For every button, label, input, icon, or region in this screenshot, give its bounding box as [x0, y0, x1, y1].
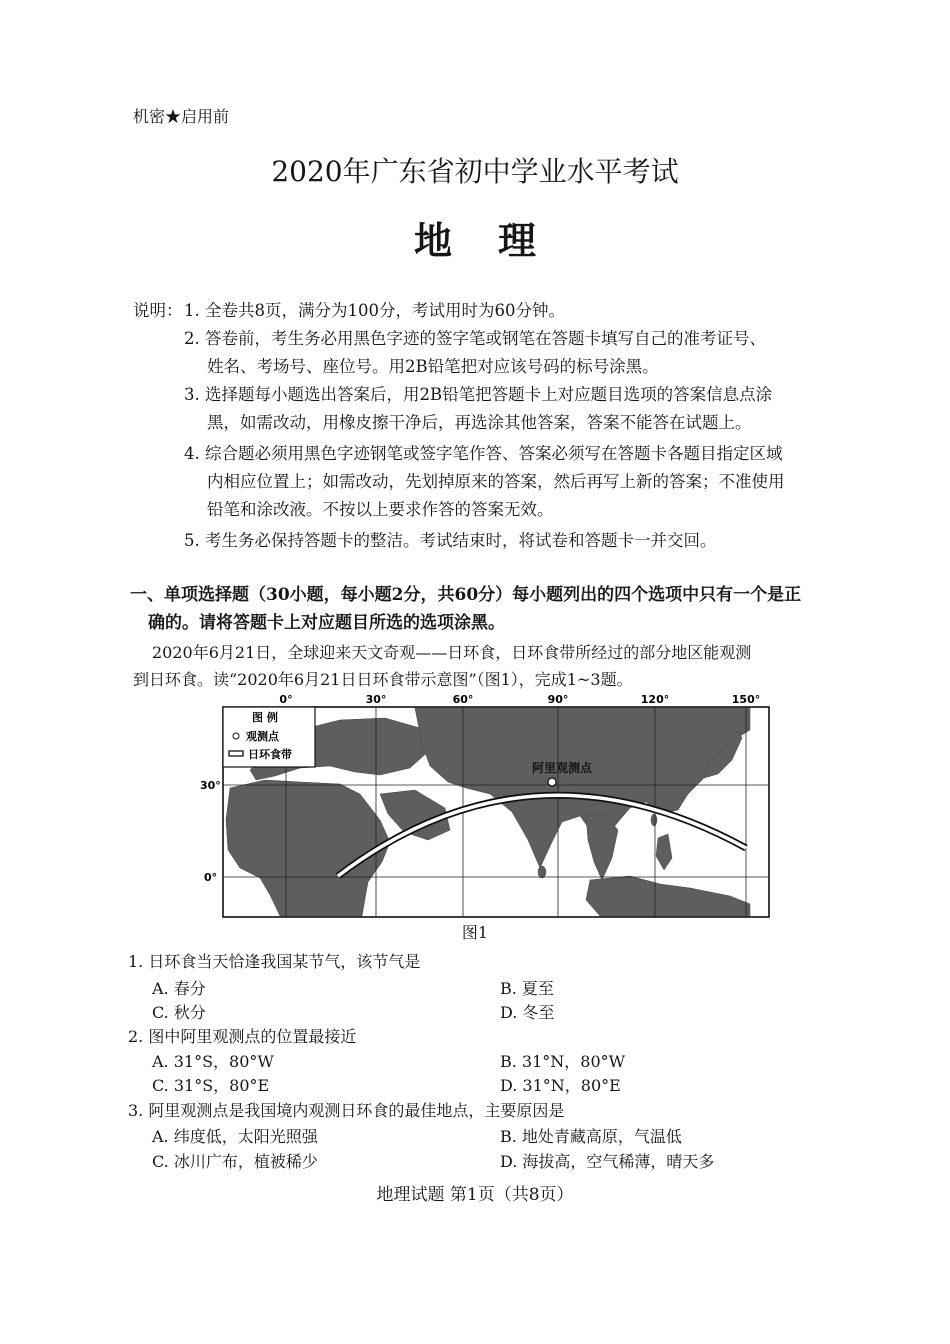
option-d: D. 冬至	[500, 1003, 555, 1022]
instruction-item: 3. 选择题每小题选出答案后，用2B铅笔把答题卡上对应题目选项的答案信息点涂	[184, 385, 773, 404]
exam-title: 2020年广东省初中学业水平考试	[271, 155, 679, 188]
lon-label: 90°	[547, 693, 569, 706]
option-b: B. 地处青藏高原，气温低	[500, 1127, 682, 1146]
instruction-item: 铅笔和涂改液。不按以上要求作答的答案无效。	[207, 500, 554, 519]
section-heading: 一、单项选择题（30小题，每小题2分，共60分）每小题列出的四个选项中只有一个是正	[130, 585, 802, 605]
subject-title: 地理	[413, 218, 582, 263]
instruction-item: 4. 综合题必须用黑色字迹钢笔或签字笔作答、答案必须写在答题卡各题目指定区域	[184, 444, 783, 463]
option-d: D. 31°N，80°E	[500, 1076, 621, 1095]
lon-label: 0°	[279, 693, 293, 706]
option-c: C. 秋分	[152, 1003, 206, 1022]
page-footer: 地理试题 第1页（共8页）	[376, 1185, 574, 1205]
option-a: A. 春分	[152, 979, 206, 998]
figure-caption: 图1	[461, 923, 489, 942]
instruction-item: 2. 答卷前，考生务必用黑色字迹的签字笔或钢笔在答题卡填写自己的准考证号、	[184, 329, 766, 348]
lat-label: 30°	[200, 779, 221, 792]
section-heading-cont: 确的。请将答题卡上对应题目所选的选项涂黑。	[148, 613, 505, 633]
option-a: A. 31°S，80°W	[152, 1052, 274, 1071]
legend-band-label: 日环食带	[248, 748, 292, 761]
lon-label: 150°	[731, 693, 761, 706]
ali-label: 阿里观测点	[532, 761, 593, 775]
instruction-item: 姓名、考场号、座位号。用2B铅笔把对应该号码的标号涂黑。	[207, 357, 659, 376]
option-c: C. 冰川广布，植被稀少	[152, 1152, 318, 1171]
ali-observation-point	[548, 778, 556, 786]
question-stem: 1. 日环食当天恰逢我国某节气，该节气是	[128, 952, 421, 971]
option-a: A. 纬度低，太阳光照强	[152, 1127, 318, 1146]
instructions-lead: 说明：	[133, 301, 183, 320]
option-d: D. 海拔高，空气稀薄，晴天多	[500, 1152, 715, 1171]
lat-label: 0°	[204, 871, 218, 884]
lon-label: 60°	[452, 693, 474, 706]
legend-point-label: 观测点	[246, 730, 279, 743]
legend-title: 图 例	[252, 711, 278, 724]
question-stem: 2. 图中阿里观测点的位置最接近	[128, 1027, 357, 1046]
instruction-item: 黑，如需改动，用橡皮擦干净后，再选涂其他答案，答案不能答在试题上。	[207, 413, 752, 432]
option-b: B. 夏至	[500, 979, 554, 998]
legend-point-icon	[233, 733, 239, 739]
confidential-label: 机密★启用前	[133, 107, 230, 126]
intro-text: 2020年6月21日，全球迎来天文奇观——日环食，日环食带所经过的部分地区能观测	[152, 643, 752, 662]
option-c: C. 31°S，80°E	[152, 1076, 270, 1095]
question-stem: 3. 阿里观测点是我国境内观测日环食的最佳地点，主要原因是	[128, 1101, 565, 1120]
map-legend	[223, 707, 315, 767]
instruction-item: 1. 全卷共8页，满分为100分，考试用时为60分钟。	[184, 301, 565, 320]
intro-text-cont: 到日环食。读“2020年6月21日日环食带示意图”（图1），完成1~3题。	[133, 670, 633, 689]
eclipse-band-map	[190, 690, 780, 922]
legend-band-icon	[229, 751, 243, 756]
option-b: B. 31°N，80°W	[500, 1052, 626, 1071]
instruction-item: 内相应位置上；如需改动，先划掉原来的答案，然后再写上新的答案；不准使用	[207, 472, 785, 491]
instruction-item: 5. 考生务必保持答题卡的整洁。考试结束时，将试卷和答题卡一并交回。	[184, 531, 717, 550]
lon-label: 120°	[640, 693, 670, 706]
lon-label: 30°	[365, 693, 387, 706]
